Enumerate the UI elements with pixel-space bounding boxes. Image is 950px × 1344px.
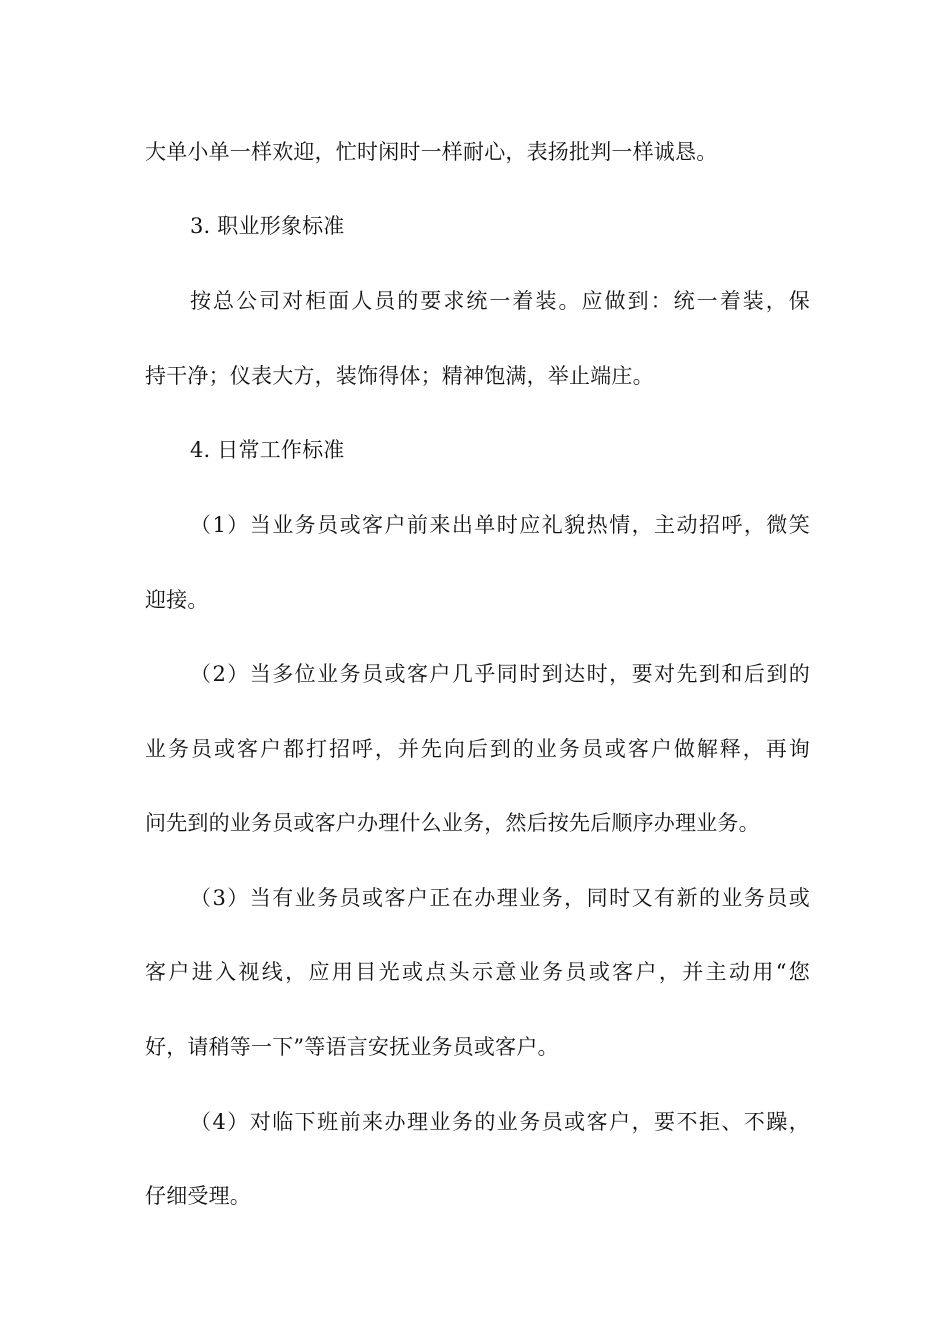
section-heading: 4. 日常工作标准 [190, 438, 345, 462]
text-line: 持干净；仪表大方，装饰得体；精神饱满，举止端庄。 [145, 364, 654, 388]
text-line: 好，请稍等一下”等语言安抚业务员或客户。 [145, 1035, 559, 1059]
text-line: （1）当业务员或客户前来出单时应礼貌热情，主动招呼，微笑 [190, 513, 810, 537]
text-line: （3）当有业务员或客户正在办理业务，同时又有新的业务员或 [190, 886, 810, 910]
text-line: （2）当多位业务员或客户几乎同时到达时，要对先到和后到的 [190, 662, 810, 686]
text-line: 业务员或客户都打招呼，并先向后到的业务员或客户做解释，再询 [145, 737, 810, 761]
text-line: 迎接。 [145, 588, 209, 612]
text-line: 按总公司对柜面人员的要求统一着装。应做到：统一着装，保 [190, 289, 810, 313]
text-line: 客户进入视线，应用目光或点头示意业务员或客户，并主动用“您 [145, 960, 810, 984]
section-heading: 3. 职业形象标准 [190, 214, 345, 238]
text-line: 大单小单一样欢迎，忙时闲时一样耐心，表扬批判一样诚恳。 [145, 140, 718, 164]
text-line: 仔细受理。 [145, 1184, 251, 1208]
text-line: （4）对临下班前来办理业务的业务员或客户，要不拒、不躁， [190, 1110, 810, 1134]
text-line: 问先到的业务员或客户办理什么业务，然后按先后顺序办理业务。 [145, 811, 760, 835]
